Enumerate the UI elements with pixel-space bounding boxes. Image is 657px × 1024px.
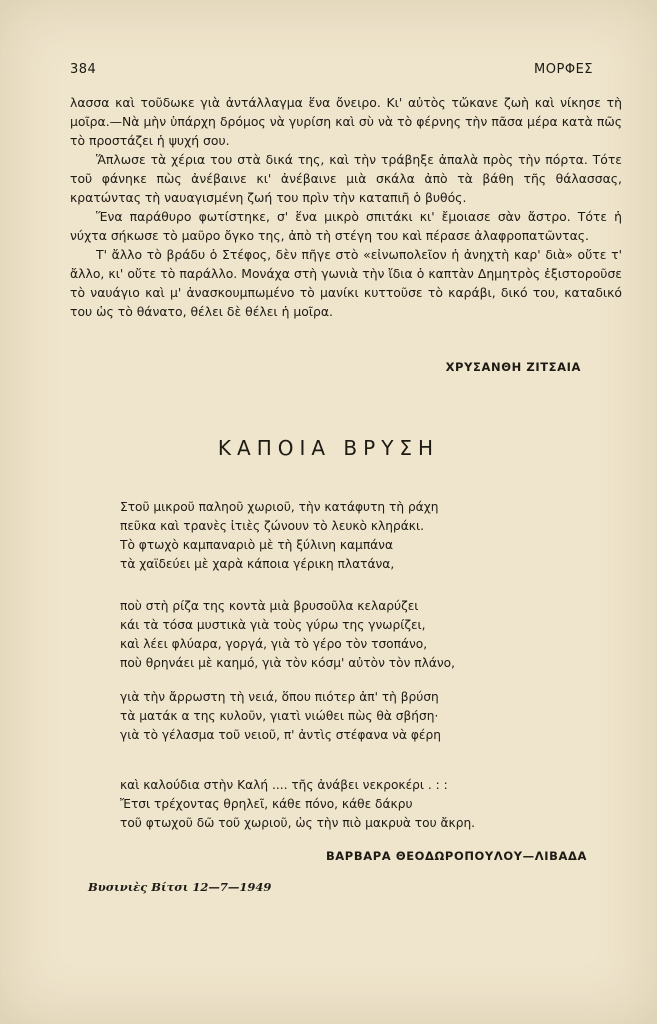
prose-paragraph: Τ' ἄλλο τὸ βράδυ ὁ Στέφος, δὲν πῆγε στὸ «εἰνωπολεῖον ἡ ἀνηχτὴ καρ' διὰ» οὔτε τ' ἄλλο, κι' οὔτε τὸ παράλλο. Μονάχα στὴ γωνιὰ τὴν ἴδια ὁ καπτὰν Δημητρὸς ἐξιστοροῦσε τὸ ναυάγιο καὶ μ' ἀνασκουμπωμένο τὸ μανίκι κυττοῦσε τὸ καράβι, δικό του, καταδικό του ὡς τὸ θάνατο, θέλει δὲ θέλει ἡ μοῖρα.: [70, 247, 622, 319]
poem-stanza: [120, 498, 540, 574]
poem-stanza: [120, 688, 540, 745]
poem-line: καὶ λέει φλύαρα, γοργά, γιὰ τὸ γέρο τὸν τσοπάνο,: [120, 637, 428, 651]
poem-line: τοῦ φτωχοῦ δῶ τοῦ χωριοῦ, ὡς τὴν πιὸ μακρυὰ του ἄκρη.: [120, 816, 476, 830]
poem-place-date: Βυσινιὲς Βίτσι 12—7—1949: [88, 880, 272, 894]
poem-line: καὶ καλούδια στὴν Καλή .... τῆς ἀνάβει νεκροκέρι . : :: [120, 778, 448, 792]
poem-author-signature: ΒΑΡΒΑΡΑ ΘΕΟΔΩΡΟΠΟΥΛΟΥ—ΛΙΒΑΔΑ: [325, 849, 587, 863]
poem-line: ποὺ θρηνάει μὲ καημό, γιὰ τὸν κόσμ' αὐτὸν τὸν πλάνο,: [120, 656, 456, 670]
magazine-title: ΜΟΡΦΕΣ: [534, 62, 593, 77]
prose-author-signature: ΧΡΥΣΑΝΘΗ ΖΙΤΣΑΙΑ: [445, 360, 581, 374]
poem-line: τὰ ματάκ α της κυλοῦν, γιατὶ νιώθει πὼς θὰ σβήση·: [120, 709, 439, 723]
poem-line: γιὰ τὸ γέλασμα τοῦ νειοῦ, π' ἀντὶς στέφανα νὰ φέρη: [120, 728, 441, 742]
page-number: 384: [70, 62, 97, 77]
poem-stanza: [120, 776, 540, 833]
prose-text: [70, 93, 622, 321]
poem-line: Ἔτσι τρέχοντας θρηλεῖ, κάθε πόνο, κάθε δάκρυ: [120, 797, 413, 811]
prose-paragraph: Ἅπλωσε τὰ χέρια του στὰ δικά της, καὶ τὴν τράβηξε ἀπαλὰ πρὸς τὴν πόρτα. Τότε τοῦ φάνηκε πὼς ἀνέβαινε κι' ἀνέβαινε μιὰ σκάλα ἀπὸ τὰ βάθη τῆς θάλασσας, κρατώντας τὴ ναυαγισμένη ζωή του πρὶν τὴν καταπιῆ ὁ βυθός.: [70, 152, 622, 205]
poem-line: ποὺ στὴ ρίζα της κοντὰ μιὰ βρυσοῦλα κελαρύζει: [120, 599, 419, 613]
poem-line: κάι τὰ τόσα μυστικὰ γιὰ τοὺς γύρω της γνωρίζει,: [120, 618, 426, 632]
poem-line: γιὰ τὴν ἄρρωστη τὴ νειά, ὅπου πιότερ ἀπ' τὴ βρύση: [120, 690, 439, 704]
poem-title: ΚΑΠΟΙΑ ΒΡΥΣΗ: [217, 436, 440, 460]
prose-paragraph: λασσα καὶ τοῦδωκε γιὰ ἀντάλλαγμα ἕνα ὄνειρο. Κι' αὐτὸς τὤκανε ζωὴ καὶ νίκησε τὴ μοῖρα.—Νὰ μὴν ὑπάρχη δρόμος νὰ γυρίση καὶ σὺ νὰ τὸ φέρνης τὴν πᾶσα μέρα κατὰ πῶς τὸ προστάζει ἡ ψυχή σου.: [70, 95, 622, 148]
poem-line: Στοῦ μικροῦ παληοῦ χωριοῦ, τὴν κατάφυτη τὴ ράχη: [120, 500, 439, 514]
prose-paragraph: Ἕνα παράθυρο φωτίστηκε, σ' ἕνα μικρὸ σπιτάκι κι' ἔμοιασε σὰν ἄστρο. Τότε ἡ νύχτα σήκωσε τὸ μαῦρο ὄγκο της, ἀπὸ τὴ στέγη του καὶ πέρασε ἀλαφροπατῶντας.: [70, 209, 622, 243]
poem-line: τὰ χαϊδεύει μὲ χαρὰ κάποια γέρικη πλατάνα,: [120, 557, 395, 571]
poem-line: Τὸ φτωχὸ καμπαναριὸ μὲ τὴ ξύλινη καμπάνα: [120, 538, 394, 552]
poem-line: πεῦκα καὶ τρανὲς ἰτιὲς ζώνουν τὸ λευκὸ κληράκι.: [120, 519, 424, 533]
poem-stanza: [120, 597, 540, 673]
